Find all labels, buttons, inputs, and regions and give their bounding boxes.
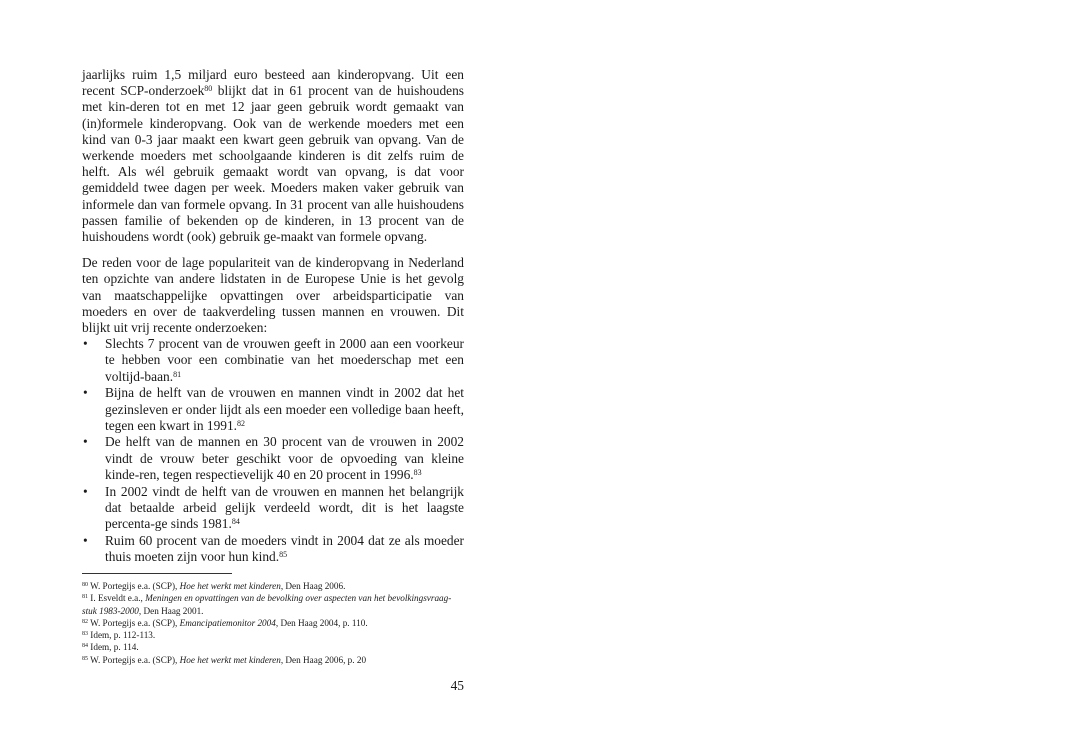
footnote-number: 84 — [82, 643, 88, 650]
list-item-text: Slechts 7 procent van de vrouwen geeft in 2000 aan een voorkeur te hebben voor een combinatie van het moederschap met een voltijd-baan. — [105, 336, 464, 384]
paragraph-childcare-usage — [82, 67, 464, 245]
footnote-number: 82 — [82, 618, 88, 625]
footnote-ref: 82 — [237, 418, 246, 428]
list-item — [82, 484, 464, 533]
footnote-number: 80 — [82, 582, 88, 588]
footnote-title: Hoe het werkt met kinderen — [179, 654, 281, 665]
page-body — [82, 67, 464, 566]
footnote-title: Meningen en opvattingen van de bevolking over aspecten van het bevolkingsvraag-stuk 1983-2000 — [82, 593, 452, 616]
footnote-text: , Den Haag 2006. — [280, 581, 346, 591]
footnote-ref: 84 — [231, 516, 240, 526]
paragraph-reasons: De reden voor de lage populariteit van de kinderopvang in Nederland ten opzichte van andere lidstaten in de Europese Unie is het gevolg van maatschappelijke opvattingen over arbeidsparticipatie van moeders en over de taakverdeling tussen mannen en vrouwen. Dit blijkt uit vrij recente onderzoeken: — [82, 255, 464, 336]
footnote-number: 81 — [82, 594, 88, 601]
list-item — [82, 336, 464, 385]
footnote-title: Hoe het werkt met kinderen — [179, 581, 281, 591]
footnote-number: 83 — [82, 631, 88, 638]
paragraph-text: jaarlijks ruim 1,5 miljard euro besteed aan kinderopvang. Uit een recent SCP-onderzoek — [82, 67, 464, 99]
footnote-text: Idem, p. 114. — [88, 642, 139, 653]
footnote-text: W. Portegijs e.a. (SCP), — [88, 581, 180, 591]
footnote-number: 85 — [82, 655, 88, 662]
bullet-icon: • — [83, 532, 88, 548]
footnote — [82, 654, 464, 666]
footnote-ref: 85 — [279, 549, 288, 559]
page-number: 45 — [450, 678, 464, 693]
footnote — [82, 641, 464, 653]
list-item-text: Ruim 60 procent van de moeders vindt in 2004 dat ze als moeder thuis moeten zijn voor hun kind. — [105, 532, 464, 564]
list-item-text: In 2002 vindt de helft van de vrouwen en mannen het belangrijk dat betaalde arbeid gelijk verdeeld wordt, dit is het laagste percenta-ge sinds 1981. — [105, 483, 464, 531]
bullet-icon: • — [83, 434, 88, 450]
footnote-divider — [82, 573, 232, 574]
bullet-icon: • — [83, 385, 88, 401]
bullet-list — [82, 336, 464, 565]
list-item-text: De helft van de mannen en 30 procent van de vrouwen in 2002 vindt de vrouw beter geschikt voor de opvoeding van kleine kinde-ren, tegen respectievelijk 40 en 20 procent in 1996. — [105, 434, 464, 482]
footnote-ref: 80 — [204, 84, 213, 94]
footnote-ref: 81 — [173, 369, 182, 379]
footnotes — [82, 580, 464, 666]
list-item — [82, 533, 464, 565]
footnote — [82, 580, 464, 592]
footnote-title: Emancipatiemonitor 2004 — [179, 617, 276, 628]
list-item-text: Bijna de helft van de vrouwen en mannen vindt in 2002 dat het gezinsleven er onder lijdt als een moeder een volledige baan heeft, tegen een kwart in 1991. — [105, 385, 464, 433]
footnote-text: I. Esveldt e.a., — [88, 593, 146, 604]
footnote-text: W. Portegijs e.a. (SCP), — [88, 617, 180, 628]
list-item — [82, 385, 464, 434]
footnote-ref: 83 — [413, 467, 422, 477]
footnote — [82, 592, 464, 617]
list-item — [82, 434, 464, 483]
bullet-icon: • — [83, 483, 88, 499]
footnote-text: , Den Haag 2001. — [138, 605, 204, 616]
bullet-icon: • — [83, 336, 88, 352]
footnote-text: W. Portegijs e.a. (SCP), — [88, 654, 180, 665]
footnote-text: Idem, p. 112-113. — [88, 630, 156, 641]
footnote — [82, 617, 464, 629]
footnote-text: , Den Haag 2004, p. 110. — [275, 617, 368, 628]
footnote-text: , Den Haag 2006, p. 20 — [280, 654, 367, 665]
footnote — [82, 629, 464, 641]
paragraph-text: blijkt dat in 61 procent van de huishoudens met kin-deren tot en met 12 jaar geen gebruik wordt gemaakt van (in)formele kinderopvang. Ook van de werkende moeders met een kind van 0-3 jaar maakt een kwart geen gebruik van opvang. Van de werkende moeders met schoolgaande kinderen is dit zelfs ruim de helft. Als wél gebruik gemaakt wordt van opvang, is dat voor gemiddeld twee dagen per week. Moeders maken vaker gebruik van informele dan van formele opvang. In 31 procent van alle huishoudens passen familie of bekenden op de kinderen, in 13 procent van de huishoudens wordt (ook) gebruik ge-maakt van formele opvang. — [82, 83, 464, 245]
